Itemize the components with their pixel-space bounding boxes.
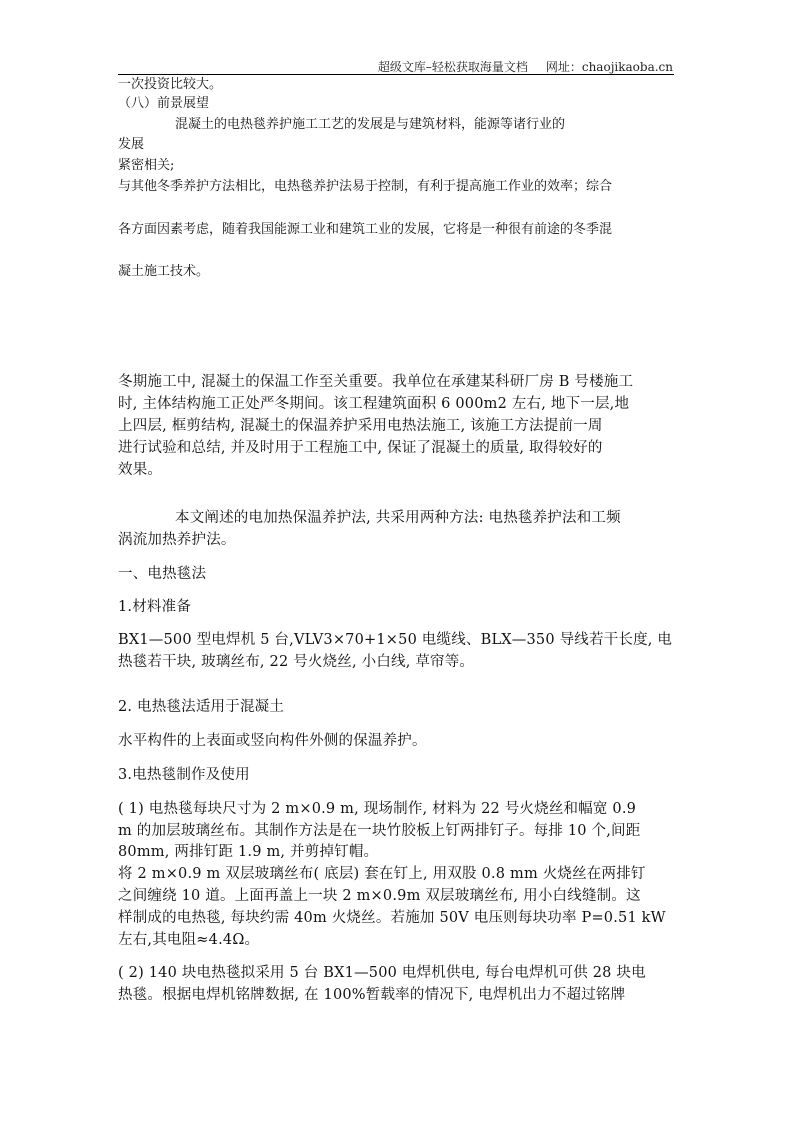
text-line: 将 2 m×0.9 m 双层玻璃丝布( 底层) 套在钉上, 用双股 0.8 mm 火烧丝在两排钉 [118,866,646,882]
text-line: 混凝土的电热毯养护施工工艺的发展是与建筑材料，能源等诸行业的 [175,117,566,132]
text-line: 一次投资比较大。 [118,77,223,92]
text-line: 热毯。根据电焊机铭牌数据, 在 100%暂载率的情况下, 电焊机出力不超过铭牌 [118,987,626,1003]
text-line: 样制成的电热毯, 每块约需 40m 火烧丝。若施加 50V 电压则每块功率 P=0.51 kW [118,910,666,926]
text-line: ( 2) 140 块电热毯拟采用 5 台 BX1—500 电焊机供电, 每台电焊机可供 28 块电 [118,965,646,981]
text-line: 左右,其电阻≈4.4Ω。 [118,932,260,948]
site-name: 超级文库–轻松获取海量文档 [377,60,528,74]
subsection-heading: 3.电热毯制作及使用 [118,767,250,783]
text-line: 进行试验和总结, 并及时用于工程施工中, 保证了混凝土的质量, 取得较好的 [118,440,603,456]
text-line: 发展 [118,137,145,152]
section-heading: 一、电热毯法 [118,566,207,582]
text-line: 本文阐述的电加热保温养护法, 共采用两种方法: 电热毯养护法和工频 [175,510,621,526]
text-line: 与其他冬季养护方法相比，电热毯养护法易于控制，有利于提高施工作业的效率；综合 [118,179,613,194]
subsection-heading: 1.材料准备 [118,599,192,615]
page-header [360,58,673,75]
site-url: 网址：chaojikaoba.cn [545,60,673,74]
text-line: 上四层, 框剪结构, 混凝土的保温养护采用电热法施工, 该施工方法提前一周 [118,418,603,434]
text-line: ( 1) 电热毯每块尺寸为 2 m×0.9 m, 现场制作, 材料为 22 号火烧丝和幅宽 0.9 [118,801,637,817]
text-line: 之间缠绕 10 道。上面再盖上一块 2 m×0.9m 双层玻璃丝布, 用小白线缝制。这 [118,888,641,904]
text-line: 各方面因素考虑，随着我国能源工业和建筑工业的发展，它将是一种很有前途的冬季混 [118,222,613,237]
text-line: 水平构件的上表面或竖向构件外侧的保温养护。 [118,733,427,749]
text-line: 冬期施工中, 混凝土的保温工作至关重要。我单位在承建某科研厂房 B 号楼施工 [118,374,634,390]
text-line: 效果。 [118,462,163,478]
text-line: 热毯若干块, 玻璃丝布, 22 号火烧丝, 小白线, 草帘等。 [118,654,475,670]
text-line: 涡流加热养护法。 [118,532,236,548]
header-rule [118,74,674,75]
text-line: 时, 主体结构施工正处严冬期间。该工程建筑面积 6 000m2 左右, 地下一层,地 [118,396,630,412]
subsection-heading: 2. 电热毯法适用于混凝土 [118,699,285,715]
text-line: 紧密相关; [118,158,175,173]
text-line: m 的加层玻璃丝布。其制作方法是在一块竹胶板上钉两排钉子。每排 10 个,间距 [118,823,641,839]
text-line: 凝土施工技术。 [118,264,210,279]
text-line: BX1—500 型电焊机 5 台,VLV3×70+1×50 电缆线、BLX—350 导线若干长度, 电 [118,632,673,648]
section-heading: （八）前景展望 [118,96,210,111]
text-line: 80mm, 两排钉距 1.9 m, 并剪掉钉帽。 [118,844,379,860]
